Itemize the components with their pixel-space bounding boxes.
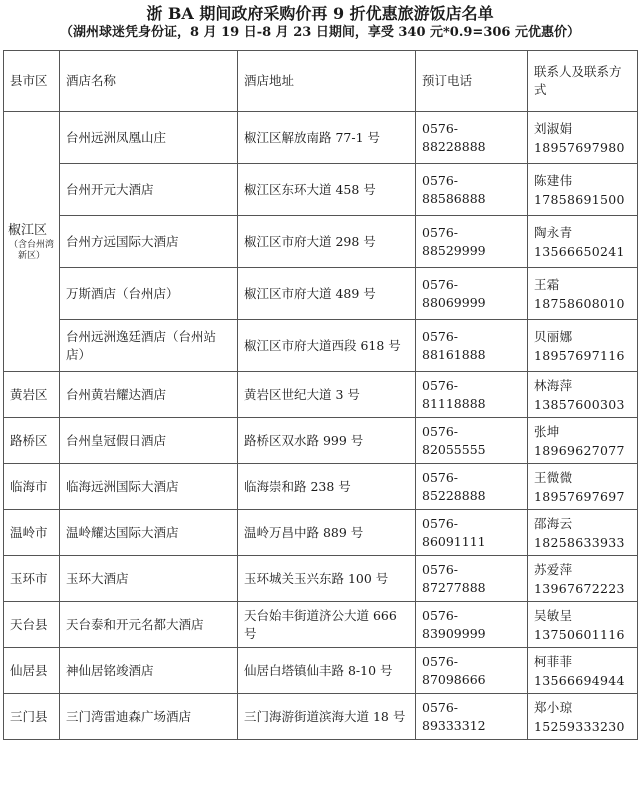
hotel-address: 天台始丰街道济公大道 666 号 [238,602,416,648]
hotel-name: 玉环大酒店 [60,556,238,602]
contact-name: 陶永青 [534,224,573,240]
hotel-address: 椒江区市府大道 298 号 [238,216,416,268]
contact-cell [528,216,638,268]
hotel-table [3,50,638,740]
county-name: 椒江区 [8,222,48,238]
contact-cell [528,694,638,740]
hotel-phone: 0576-81118888 [416,372,528,418]
county-name: 玉环市 [4,556,60,602]
county-name: 黄岩区 [4,372,60,418]
hotel-address: 路桥区双水路 999 号 [238,418,416,464]
hotel-address: 仙居白塔镇仙丰路 8-10 号 [238,648,416,694]
contact-phone: 18957697116 [534,347,625,363]
hotel-address: 临海崇和路 238 号 [238,464,416,510]
contact-phone: 15259333230 [534,718,625,734]
contact-phone: 18758608010 [534,295,625,311]
table-row [4,602,638,648]
hotel-phone: 0576-88069999 [416,268,528,320]
header-hotel: 酒店名称 [60,51,238,112]
table-row [4,164,638,216]
contact-name: 林海萍 [534,377,573,393]
hotel-name: 神仙居铭竣酒店 [60,648,238,694]
contact-name: 王霜 [534,276,560,292]
table-row [4,556,638,602]
contact-phone: 18957697697 [534,488,625,504]
table-row [4,418,638,464]
table-row [4,464,638,510]
contact-name: 刘淑娟 [534,120,573,136]
county-name: 温岭市 [4,510,60,556]
hotel-phone: 0576-89333312 [416,694,528,740]
header-contact: 联系人及联系方式 [528,51,638,112]
hotel-name: 台州方远国际大酒店 [60,216,238,268]
document-title: 浙 BA 期间政府采购价再 9 折优惠旅游饭店名单 [146,4,494,23]
hotel-phone: 0576-82055555 [416,418,528,464]
contact-cell [528,648,638,694]
contact-cell [528,418,638,464]
contact-phone: 13566694944 [534,672,625,688]
contact-phone: 13857600303 [534,396,625,412]
contact-cell [528,372,638,418]
county-name: 路桥区 [4,418,60,464]
hotel-name: 临海远洲国际大酒店 [60,464,238,510]
county-jiaojiang [4,112,60,372]
contact-cell [528,602,638,648]
hotel-address: 玉环城关玉兴东路 100 号 [238,556,416,602]
table-row [4,320,638,372]
contact-name: 苏爱萍 [534,561,573,577]
contact-phone: 13967672223 [534,580,625,596]
county-note: （含台州湾新区） [8,239,54,261]
hotel-name: 天台泰和开元名都大酒店 [60,602,238,648]
county-name: 临海市 [4,464,60,510]
contact-cell [528,164,638,216]
contact-cell [528,320,638,372]
contact-cell [528,510,638,556]
table-row [4,112,638,164]
table-row [4,694,638,740]
contact-phone: 13750601116 [534,626,625,642]
hotel-phone: 0576-88529999 [416,216,528,268]
table-row [4,372,638,418]
hotel-phone: 0576-88161888 [416,320,528,372]
hotel-name: 台州黄岩耀达酒店 [60,372,238,418]
contact-name: 陈建伟 [534,172,573,188]
contact-name: 邵海云 [534,515,573,531]
contact-phone: 13566650241 [534,243,625,259]
contact-name: 郑小琼 [534,699,573,715]
hotel-address: 黄岩区世纪大道 3 号 [238,372,416,418]
hotel-name: 三门湾雷迪森广场酒店 [60,694,238,740]
hotel-address: 椒江区东环大道 458 号 [238,164,416,216]
contact-name: 张坤 [534,423,560,439]
hotel-name: 台州远洲凤凰山庄 [60,112,238,164]
document-subtitle: （湖州球迷凭身份证，8 月 19 日-8 月 23 日期间，享受 340 元*0.9=306 元优惠价） [60,25,580,40]
contact-name: 王微微 [534,469,573,485]
header-county: 县市区 [4,51,60,112]
table-row [4,268,638,320]
header-address: 酒店地址 [238,51,416,112]
hotel-name: 台州皇冠假日酒店 [60,418,238,464]
contact-phone: 18969627077 [534,442,625,458]
contact-name: 柯菲菲 [534,653,573,669]
hotel-phone: 0576-86091111 [416,510,528,556]
hotel-address: 椒江区解放南路 77-1 号 [238,112,416,164]
hotel-name: 万斯酒店（台州店） [60,268,238,320]
hotel-name: 台州远洲逸廷酒店（台州站店） [60,320,238,372]
hotel-address: 温岭万昌中路 889 号 [238,510,416,556]
table-row [4,648,638,694]
contact-cell [528,112,638,164]
table-row [4,216,638,268]
contact-cell [528,556,638,602]
county-name: 仙居县 [4,648,60,694]
contact-name: 贝丽娜 [534,328,573,344]
hotel-phone: 0576-87098666 [416,648,528,694]
county-name: 三门县 [4,694,60,740]
table-row [4,510,638,556]
hotel-phone: 0576-87277888 [416,556,528,602]
header-phone: 预订电话 [416,51,528,112]
contact-cell [528,464,638,510]
contact-cell [528,268,638,320]
hotel-phone: 0576-85228888 [416,464,528,510]
hotel-address: 椒江区市府大道 489 号 [238,268,416,320]
contact-phone: 18957697980 [534,139,625,155]
county-name: 天台县 [4,602,60,648]
hotel-phone: 0576-88228888 [416,112,528,164]
contact-name: 吴敏呈 [534,607,573,623]
hotel-address: 三门海游街道滨海大道 18 号 [238,694,416,740]
contact-phone: 18258633933 [534,534,625,550]
contact-phone: 17858691500 [534,191,625,207]
hotel-name: 温岭耀达国际大酒店 [60,510,238,556]
hotel-address: 椒江区市府大道西段 618 号 [238,320,416,372]
table-header-row [4,51,638,112]
hotel-phone: 0576-83909999 [416,602,528,648]
hotel-name: 台州开元大酒店 [60,164,238,216]
hotel-phone: 0576-88586888 [416,164,528,216]
